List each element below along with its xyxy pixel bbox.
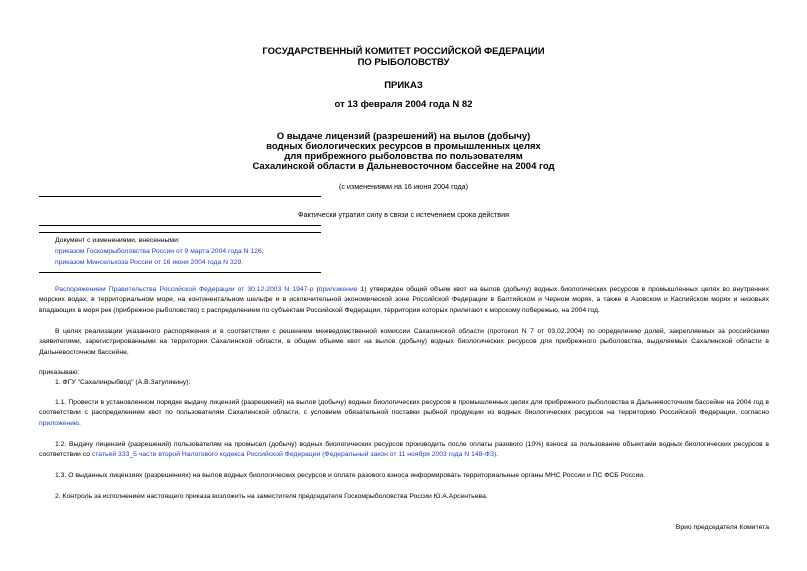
paragraph-1 [39,285,769,316]
divider [39,272,321,273]
tax-code-link[interactable]: статьей 333_5 части второй Налогового кодекса Российской Федерации (Федеральный закон от 11 ноября 2003 года N 148-ФЗ) [91,451,497,459]
amendment-link-2[interactable]: приказом Минсельхоза России от 16 июня 2004 года N 329. [55,259,244,266]
item-1-2 [39,440,769,461]
org-name-line2: ПО РЫБОЛОВСТВУ [357,57,450,68]
status-note: Фактически утратил силу в связи с истечением срока действия [298,210,509,219]
item-1-1-text: 1.1. Провести в установленном порядке выдачу лицензий (разрешений) на вылов (добычу) водных биологических ресурсов в промышленных целях для прибрежного рыболовства в Дальневосточном бассейне на 2004 год в соответствии с распределением квот по пользователям Сахалинской области, с условием обязательной поставки рыбной продукции из водных биологических ресурсов на территорию Российской Федерации, согласно [39,399,769,417]
changes-note: (с изменениями на 16 июня 2004 года) [338,182,469,191]
paragraph-1-text: 1) утвержден общий объем квот на вылов (добычу) водных биологических ресурсов в промышленных целях во внутренних морских водах, в территориальном море, на континентальном шельфе и в исключительной экономической зоне Российской Федерации в Балтийском и Черном морях, а также в Азовском и Каспийском морях и низовьях впадающих в моря рек (прибрежное рыболовство) с распределением по субъектам Российской Федерации, территории которых прилегают к морскому побережью, на 2004 год. [39,286,770,314]
doc-title-line3: для прибрежного рыболовства по пользователям [284,151,523,162]
divider [39,232,321,233]
doc-type: ПРИКАЗ [384,80,423,91]
item-1-1-end: . [78,419,81,427]
divider [39,196,321,197]
amendment-link-1[interactable]: приказом Госкомрыболовства России от 9 марта 2004 года N 126; [55,248,264,255]
item-2: 2. Контроль за исполнением настоящего приказа возложить на заместителя председателя Госкомрыболовства России Ю.А.Арсентьева. [55,493,488,500]
org-name-line1: ГОСУДАРСТВЕННЫЙ КОМИТЕТ РОССИЙСКОЙ ФЕДЕРАЦИИ [262,46,545,57]
amendments-intro: Документ с изменениями, внесенными: [55,237,180,244]
doc-date-number: от 13 февраля 2004 года N 82 [334,99,473,110]
item-1-2-text: 1.2. Выдачу лицензий (разрешений) пользователям на промысел (добычу) водных биологических ресурсов производить после оплаты разового (10%) взноса за пользование объектами водных биологических ресурсов в соответствии со [39,441,769,459]
item-1-3: 1.3. О выданных лицензиях (разрешениях) на вылов водных биологических ресурсов и оплате разового взноса информировать территориальные органы МНС России и ПС ФСБ России. [55,472,645,479]
paragraph-2: В целях реализации указанного распоряжения и в соответствии с решением межведомственной комиссии Сахалинской области (протокол N 7 от 03.02.2004) по определению долей, закрепляемых за российскими заявителями, зарегистрированными на территории Сахалинской области, в общем объеме квот на вылов (добычу) водных биологических ресурсов для прибрежного рыболовства, выделяемых Сахалинской области в Дальневосточном бассейне, [39,328,769,356]
signature-title: Врио председателя Комитета [675,524,769,531]
item-1: 1. ФГУ "Сахалинрыбвод" (А.В.Затулякину): [55,379,191,386]
item-1-1 [39,398,769,429]
divider [39,225,321,226]
government-order-link[interactable]: Распоряжением Правительства Российской Федерации от 30.12.2003 N 1947-р [55,286,314,293]
item-1-2-end: . [496,451,499,459]
order-word: приказываю: [39,369,80,376]
doc-title-line2: водных биологических ресурсов в промышленных целях [266,141,541,152]
appendix-link[interactable]: приложение [318,286,358,293]
appendix-link-2[interactable]: приложению [39,419,79,427]
paragraph-1-open: ( [313,286,319,293]
doc-title-line4: Сахалинской области в Дальневосточном бассейне на 2004 год [252,161,555,172]
doc-title-line1: О выдаче лицензий (разрешений) на вылов (добычу) [276,131,531,142]
